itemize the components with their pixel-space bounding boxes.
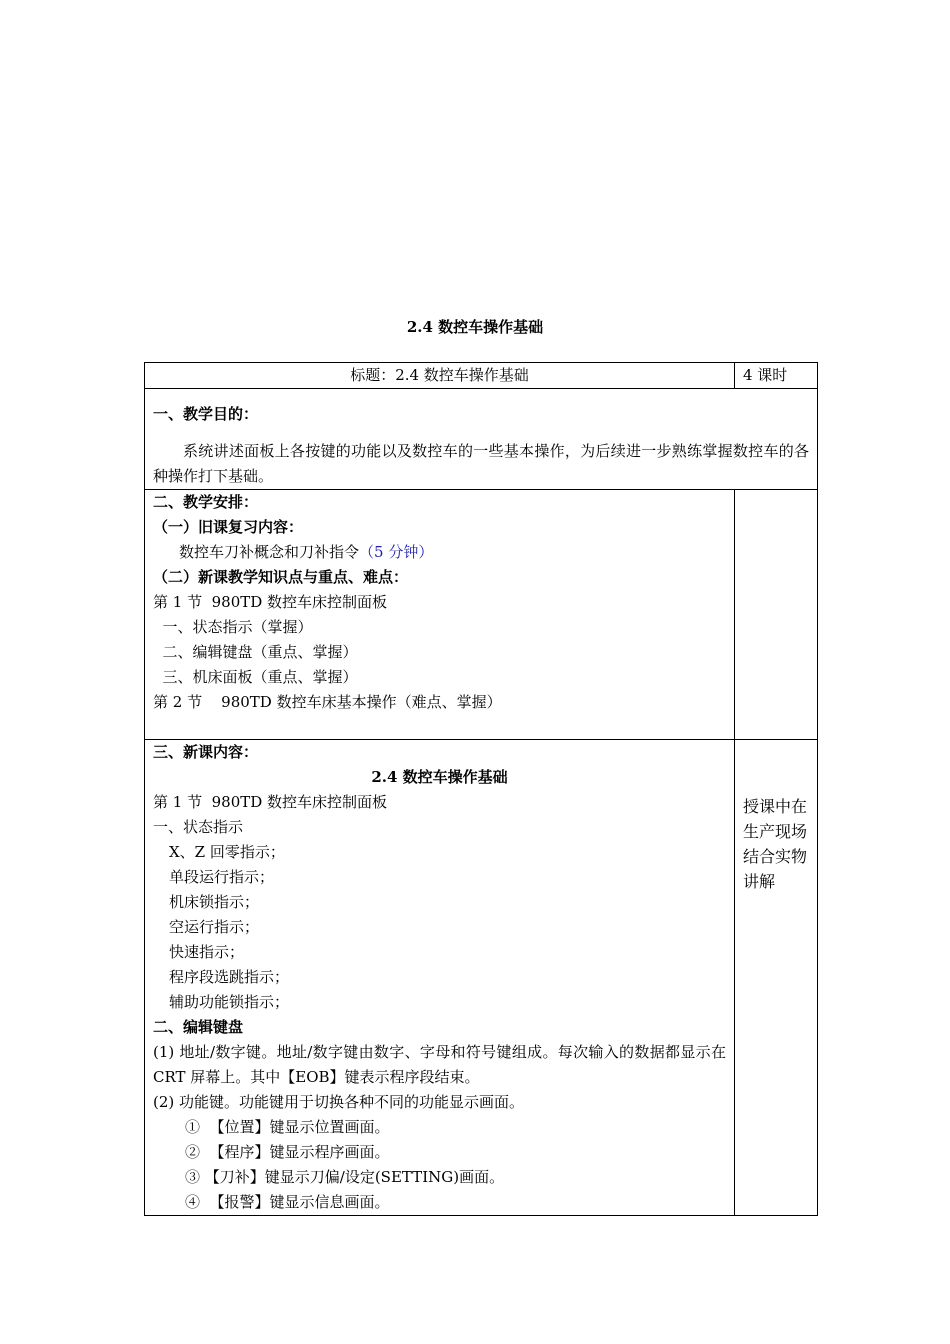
arrangement-row — [145, 490, 818, 740]
function-key-item: ④ 【报警】键显示信息画面。 — [185, 1193, 390, 1211]
arrangement-side-cell — [735, 490, 818, 740]
status-item: 快速指示； — [169, 943, 245, 961]
section-heading: 第 1 节 980TD 数控车床控制面板 — [153, 793, 388, 811]
status-item: 机床锁指示； — [169, 893, 260, 911]
arrangement-cell — [145, 490, 735, 740]
content-side-cell — [735, 740, 818, 1216]
page-title: 2.4 数控车操作基础 — [406, 318, 544, 336]
status-item: 辅助功能锁指示； — [169, 993, 290, 1011]
review-item — [153, 540, 726, 565]
content-row — [145, 740, 818, 1216]
content-subtitle: 2.4 数控车操作基础 — [371, 768, 508, 786]
function-key-item: ② 【程序】键显示程序画面。 — [185, 1143, 390, 1161]
keyboard-heading: 二、编辑键盘 — [153, 1018, 244, 1036]
review-heading: （一）旧课复习内容： — [153, 518, 304, 536]
lesson-title-cell: 标题：2.4 数控车操作基础 — [145, 363, 735, 389]
status-item: 单段运行指示； — [169, 868, 275, 886]
keyboard-paragraph: (1) 地址/数字键。地址/数字键由数字、字母和符号键组成。每次输入的数据都显示在 CRT 屏幕上。其中【EOB】键表示程序段结束。 — [153, 1043, 726, 1086]
arrangement-heading: 二、教学安排： — [153, 493, 259, 511]
content-cell — [145, 740, 735, 1216]
status-item: 空运行指示； — [169, 918, 260, 936]
status-item: 程序段选跳指示； — [169, 968, 290, 986]
objectives-body: 系统讲述面板上各按键的功能以及数控车的一些基本操作，为后续进一步熟练掌握数控车的各种操作打下基础。 — [153, 442, 809, 485]
arrangement-line: 一、状态指示（掌握） — [153, 618, 313, 636]
objectives-heading: 一、教学目的： — [153, 405, 259, 423]
new-topics-heading: （二）新课教学知识点与重点、难点： — [153, 568, 409, 586]
lesson-table — [144, 362, 818, 1216]
lesson-hours-cell: 4 课时 — [735, 363, 818, 389]
arrangement-line: 第 2 节 980TD 数控车床基本操作（难点、掌握） — [153, 693, 502, 711]
arrangement-line: 二、编辑键盘（重点、掌握） — [153, 643, 358, 661]
function-key-item: ① 【位置】键显示位置画面。 — [185, 1118, 390, 1136]
objectives-cell — [145, 389, 818, 490]
objectives-row — [145, 389, 818, 490]
header-row — [145, 363, 818, 389]
function-key-item: ③ 【刀补】键显示刀偏/设定(SETTING)画面。 — [185, 1168, 505, 1186]
content-heading: 三、新课内容： — [153, 743, 259, 761]
status-heading: 一、状态指示 — [153, 818, 244, 836]
arrangement-line: 三、机床面板（重点、掌握） — [153, 668, 358, 686]
review-item-text: 数控车刀补概念和刀补指令 — [179, 543, 360, 561]
arrangement-line: 第 1 节 980TD 数控车床控制面板 — [153, 593, 388, 611]
status-item: X、Z 回零指示； — [169, 843, 285, 861]
keyboard-paragraph: (2) 功能键。功能键用于切换各种不同的功能显示画面。 — [153, 1093, 525, 1111]
review-time: （5 分钟） — [359, 543, 434, 561]
side-note: 授课中在生产现场结合实物讲解 — [743, 797, 808, 891]
